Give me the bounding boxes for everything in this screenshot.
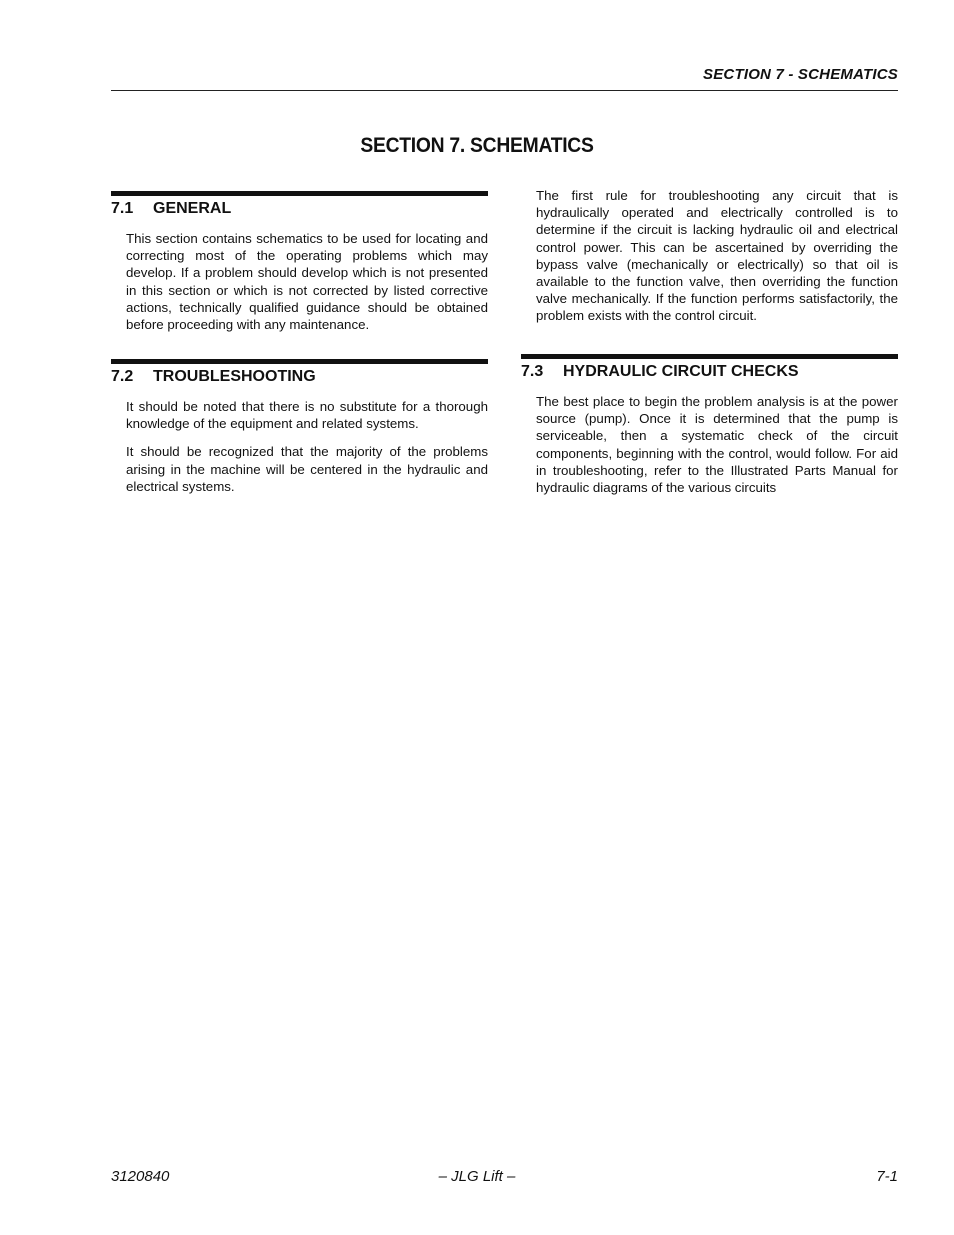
section-number: 7.1 bbox=[111, 200, 134, 217]
section-title: HYDRAULIC CIRCUIT CHECKS bbox=[563, 363, 799, 380]
section-number: 7.3 bbox=[521, 363, 544, 380]
footer-publisher: – JLG Lift – bbox=[438, 1168, 516, 1185]
section-title: TROUBLESHOOTING bbox=[153, 368, 316, 385]
footer-doc-number: 3120840 bbox=[111, 1168, 170, 1185]
paragraph: The first rule for troubleshooting any circuit that is hydraulically operated and electrically controlled is to determine if the circuit is lacking hydraulic oil and electrical control power. This can be ascertained by overriding the bypass valve (mechanically or electrically) so that oil is available to the function valve, then overriding the function valve mechanically. If the function performs satisfactorily, the problem exists with the control circuit. bbox=[536, 188, 898, 324]
footer-page-number: 7-1 bbox=[876, 1168, 898, 1185]
section-heading bbox=[111, 191, 488, 221]
running-header-title: SECTION 7 - SCHEMATICS bbox=[703, 66, 898, 83]
page-title: SECTION 7. SCHEMATICS bbox=[360, 134, 594, 157]
paragraph: It should be noted that there is no substitute for a thorough knowledge of the equipment and related systems. bbox=[126, 399, 488, 432]
section-hydraulic-checks bbox=[521, 354, 898, 496]
section-right-intro bbox=[521, 187, 898, 325]
section-title: GENERAL bbox=[153, 200, 232, 217]
section-heading bbox=[111, 359, 488, 389]
running-header bbox=[111, 64, 898, 91]
section-number: 7.2 bbox=[111, 368, 134, 385]
paragraph: It should be recognized that the majority of the problems arising in the machine will be centered in the hydraulic and electrical systems. bbox=[126, 444, 488, 494]
section-troubleshooting bbox=[111, 359, 488, 495]
section-general bbox=[111, 191, 488, 333]
section-heading bbox=[521, 354, 898, 384]
paragraph: The best place to begin the problem analysis is at the power source (pump). Once it is determined that the pump is serviceable, then a systematic check of the circuit components, beginning with the control, would follow. For aid in troubleshooting, refer to the Illustrated Parts Manual for hydraulic diagrams of the various circuits bbox=[536, 394, 898, 496]
paragraph: This section contains schematics to be used for locating and correcting most of the operating problems which may develop. If a problem should develop which is not presented in this section or which is not corrected by listed corrective actions, technically qualified guidance should be obtained before proceeding with any maintenance. bbox=[126, 231, 488, 333]
